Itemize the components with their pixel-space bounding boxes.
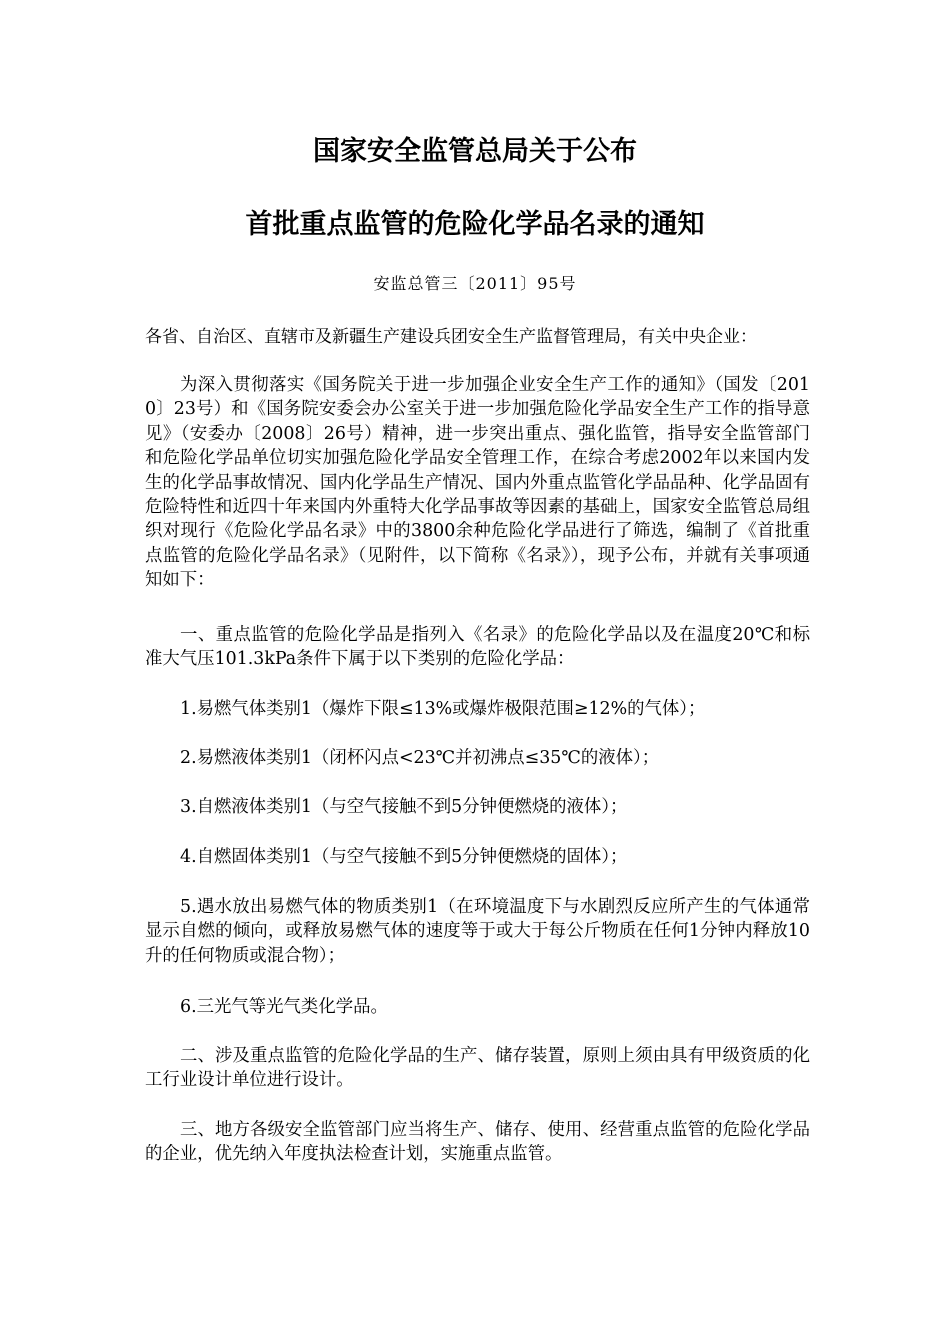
salutation: 各省、自治区、直辖市及新疆生产建设兵团安全生产监督管理局，有关中央企业： [145, 327, 757, 347]
list-item-5: 5.遇水放出易燃气体的物质类别1（在环境温度下与水剧烈反应所产生的气体通常显示自燃的倾向，或释放易燃气体的速度等于或大于每公斤物质在任何1分钟内释放10升的任何物质或混合物）； [145, 897, 810, 966]
title-line-1: 国家安全监管总局关于公布 [313, 136, 637, 167]
list-item-3: 3.自燃液体类别1（与空气接触不到5分钟便燃烧的液体）； [180, 797, 628, 817]
paragraph-intro: 为深入贯彻落实《国务院关于进一步加强企业安全生产工作的通知》（国发〔2010〕23号）和《国务院安委会办公室关于进一步加强危险化学品安全生产工作的指导意见》（安委办〔2008〕26号）精神，进一步突出重点、强化监管，指导安全监管部门和危险化学品单位切实加强危险化学品安全管理工作，在综合考虑2002年以来国内发生的化学品事故情况、国内化学品生产情况、国内外重点监管化学品品种、化学品固有危险特性和近四十年来国内外重特大化学品事故等因素的基础上，国家安全监管总局组织对现行《危险化学品名录》中的3800余种危险化学品进行了筛选，编制了《首批重点监管的危险化学品名录》（见附件，以下简称《名录》），现予公布，并就有关事项通知如下： [145, 375, 810, 591]
list-item-1: 1.易燃气体类别1（爆炸下限≤13%或爆炸极限范围≥12%的气体）； [180, 699, 706, 719]
paragraph-section-two: 二、涉及重点监管的危险化学品的生产、储存装置，原则上须由具有甲级资质的化工行业设计单位进行设计。 [145, 1046, 810, 1091]
list-item-6: 6.三光气等光气类化学品。 [180, 997, 388, 1017]
list-item-2: 2.易燃液体类别1（闭杯闪点<23℃并初沸点≤35℃的液体）； [180, 748, 660, 768]
paragraph-section-three: 三、地方各级安全监管部门应当将生产、储存、使用、经营重点监管的危险化学品的企业，优先纳入年度执法检查计划，实施重点监管。 [145, 1120, 810, 1165]
document-number: 安监总管三〔2011〕95号 [373, 274, 577, 293]
paragraph-section-one: 一、重点监管的危险化学品是指列入《名录》的危险化学品以及在温度20℃和标准大气压101.3kPa条件下属于以下类别的危险化学品： [145, 625, 810, 670]
list-item-4: 4.自燃固体类别1（与空气接触不到5分钟便燃烧的固体）； [180, 847, 628, 867]
title-line-2: 首批重点监管的危险化学品名录的通知 [245, 209, 705, 240]
